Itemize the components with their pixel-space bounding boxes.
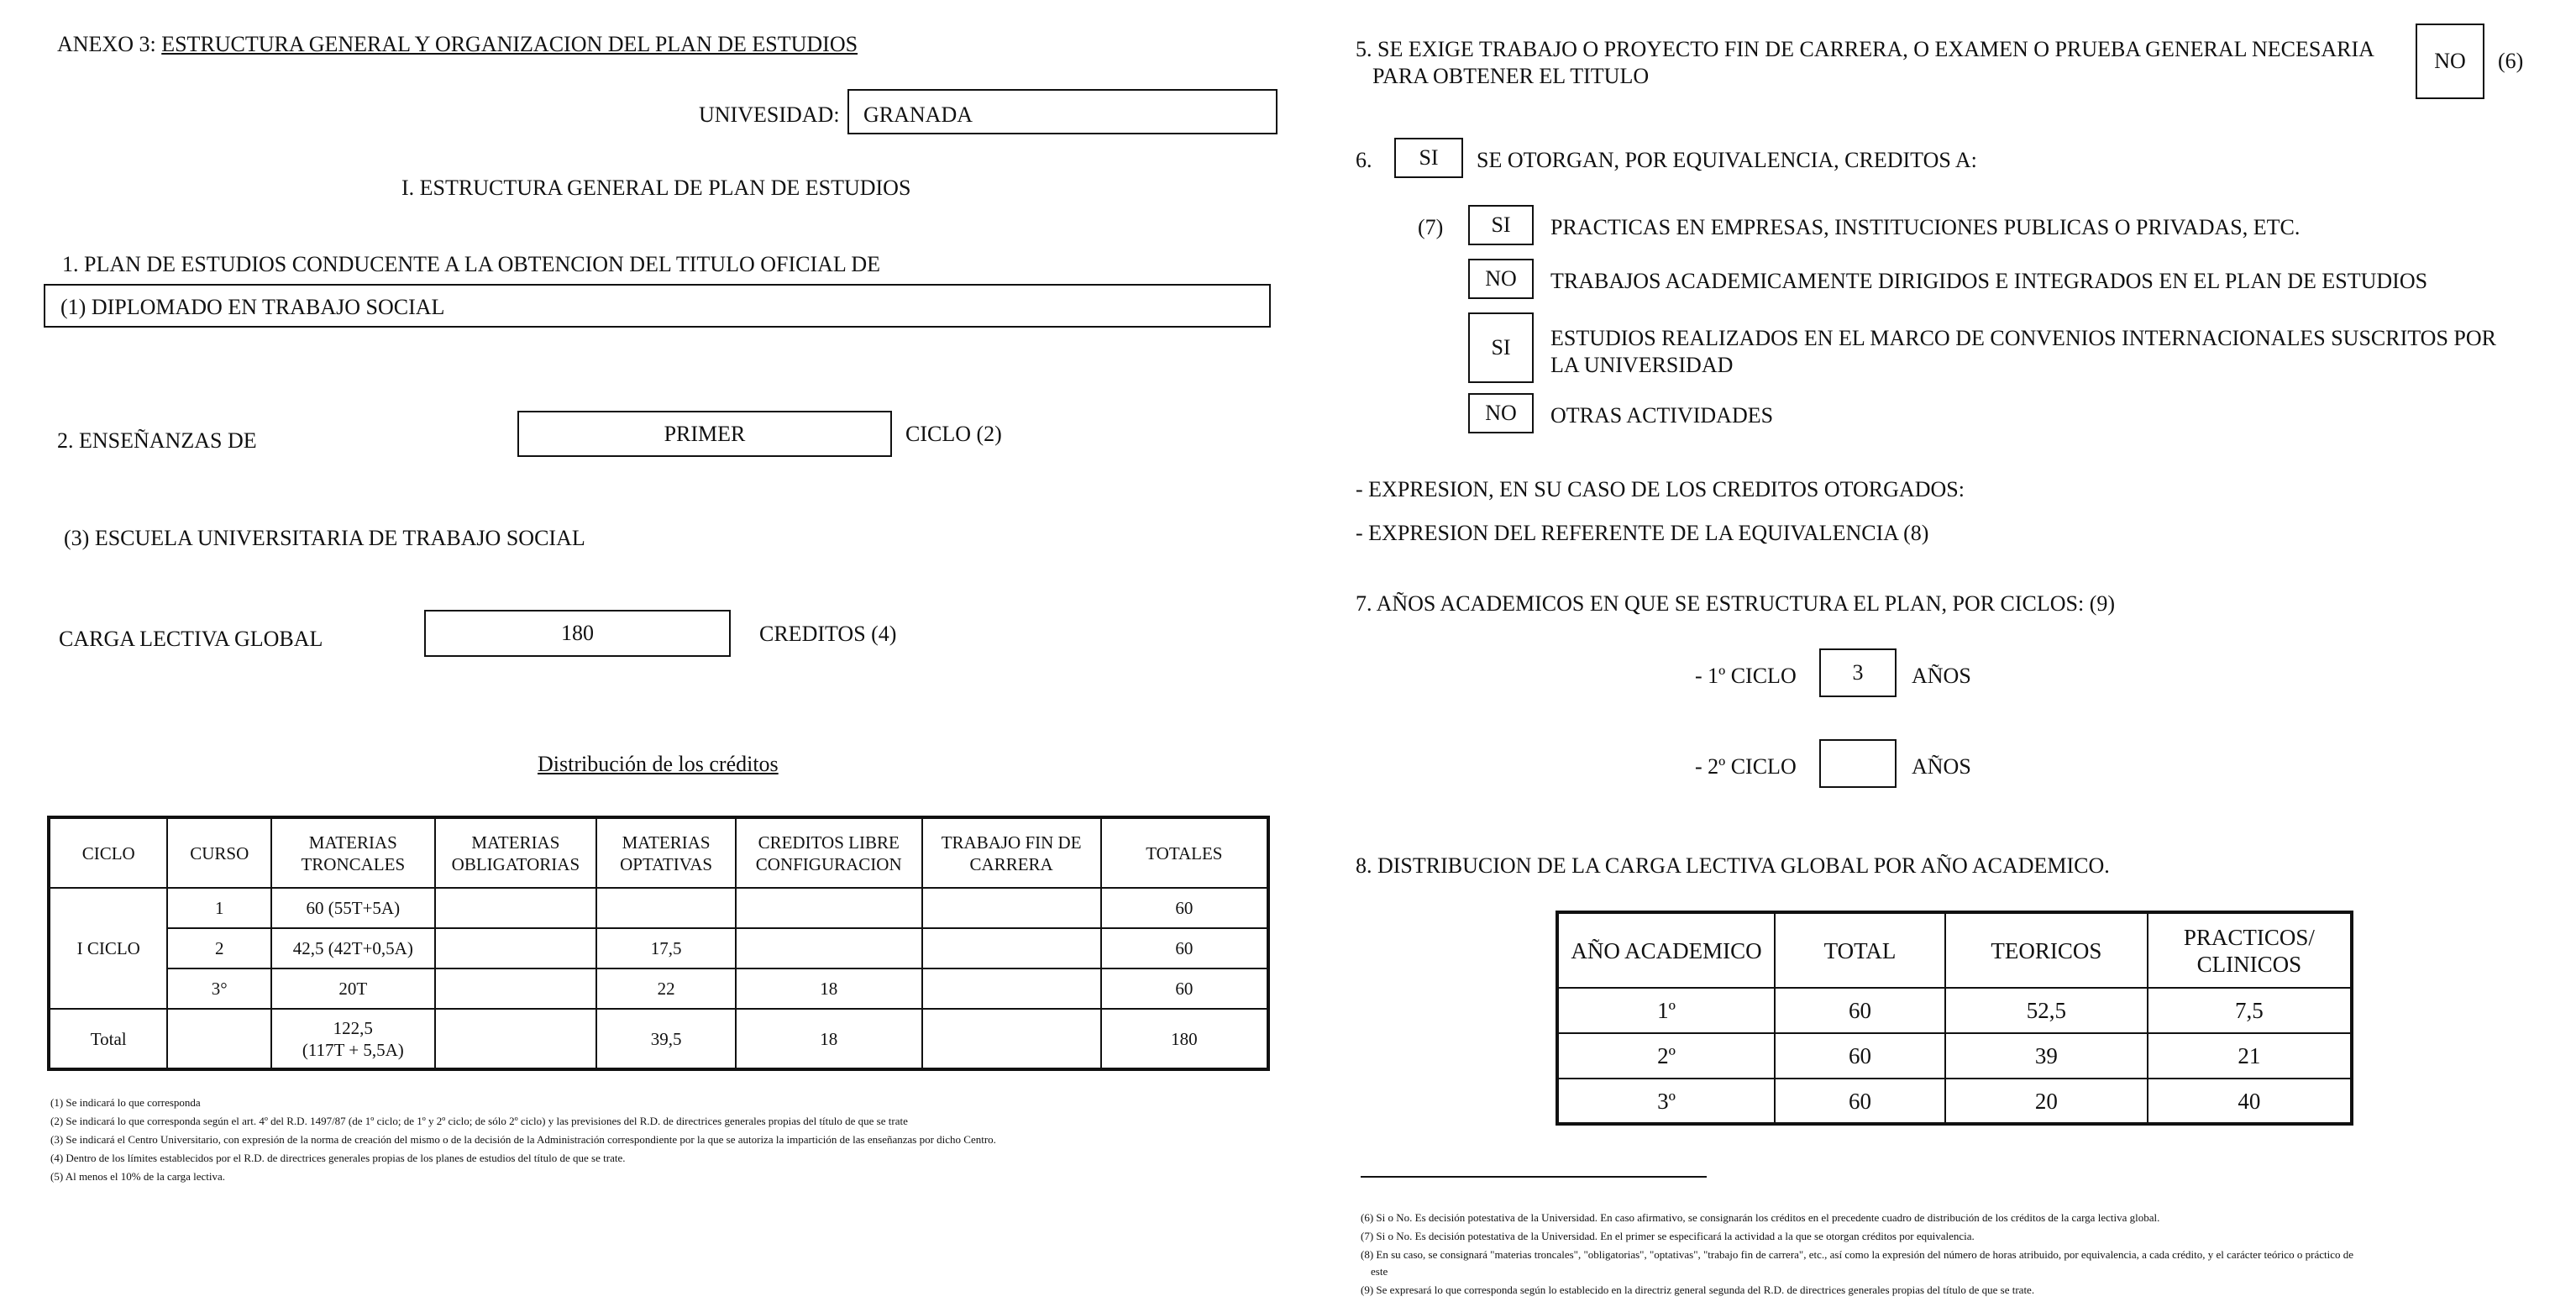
table-row <box>49 968 1268 1009</box>
ciclo1-unit: AÑOS <box>1912 664 1971 688</box>
table-total-row <box>49 1009 1268 1069</box>
footnote: (8) En su caso, se consignará "materias troncales", "obligatorias", "optativas", "trabajo fin de carrera", etc., así como la expresión del número de horas atribuido, por equivalencia, a cada crédito, y el carácter teórico o práctico de <box>1361 1248 2354 1261</box>
table-cell: 21 <box>2148 1033 2352 1079</box>
section-title: I. ESTRUCTURA GENERAL DE PLAN DE ESTUDIOS <box>401 176 911 200</box>
distribution-title: Distribución de los créditos <box>538 752 779 776</box>
footnote: (6) Si o No. Es decisión potestativa de la Universidad. En caso afirmativo, se consignarán los créditos en el precedente cuadro de distribución de los créditos de la carga lectiva global. <box>1361 1211 2160 1224</box>
expression-reference: - EXPRESION DEL REFERENTE DE LA EQUIVALENCIA (8) <box>1356 521 1929 545</box>
table-cell <box>435 1009 597 1069</box>
table-cell <box>435 928 597 968</box>
annex-prefix: ANEXO 3: <box>57 32 156 56</box>
table-row <box>49 928 1268 968</box>
table-cell <box>736 888 922 928</box>
table-cell: 52,5 <box>1945 988 2148 1033</box>
table-cell <box>736 928 922 968</box>
option-text: OTRAS ACTIVIDADES <box>1550 403 1774 428</box>
option-value: NO <box>1485 401 1517 425</box>
carga-label: CARGA LECTIVA GLOBAL <box>59 627 323 651</box>
table-cell <box>596 888 736 928</box>
option-text: ESTUDIOS REALIZADOS EN EL MARCO DE CONVENIOS INTERNACIONALES SUSCRITOS POR <box>1550 326 2496 350</box>
table-cell: 3º <box>1557 1079 1775 1124</box>
table-cell <box>271 1009 434 1069</box>
table-cell: 60 <box>1101 888 1268 928</box>
item6-number: 6. <box>1356 148 1372 172</box>
table-row <box>49 888 1268 928</box>
table-cell: 60 <box>1101 928 1268 968</box>
item2-label: 2. ENSEÑANZAS DE <box>57 428 257 453</box>
footnote: (4) Dentro de los límites establecidos por el R.D. de directrices generales propias de los planes de estudios del título de que se trate. <box>50 1152 626 1164</box>
annex-title: ESTRUCTURA GENERAL Y ORGANIZACION DEL PLAN DE ESTUDIOS <box>161 32 858 56</box>
table-cell <box>167 1009 271 1069</box>
table-cell: 39 <box>1945 1033 2148 1079</box>
header-cell: MATERIAS TRONCALES <box>271 817 434 888</box>
item1-label: 1. PLAN DE ESTUDIOS CONDUCENTE A LA OBTENCION DEL TITULO OFICIAL DE <box>62 252 880 276</box>
table-header-row <box>49 817 1268 888</box>
total-troncales-breakdown: (117T + 5,5A) <box>302 1039 404 1060</box>
item5-note: (6) <box>2498 49 2524 73</box>
credits-table <box>47 816 1270 1071</box>
ciclo2-label: - 2º CICLO <box>1695 754 1797 779</box>
option-value: NO <box>1485 266 1517 291</box>
table-cell: 60 (55T+5A) <box>271 888 434 928</box>
ciclo1-box <box>1819 648 1897 697</box>
cycle-suffix: CICLO (2) <box>905 422 1002 446</box>
table-cell <box>922 1009 1101 1069</box>
ciclo1-label: - 1º CICLO <box>1695 664 1797 688</box>
table2-header-row <box>1557 912 2352 988</box>
table-cell: 3° <box>167 968 271 1009</box>
footnote: (7) Si o No. Es decisión potestativa de la Universidad. En el primer se especificará la actividad a la que se otorgan créditos por equivalencia. <box>1361 1230 1975 1242</box>
option-value: SI <box>1491 335 1511 360</box>
option-text-line2: LA UNIVERSIDAD <box>1550 353 1734 377</box>
table2-row <box>1557 988 2352 1033</box>
table-cell: 1 <box>167 888 271 928</box>
item5-line2: PARA OBTENER EL TITULO <box>1372 64 1650 88</box>
ciclo2-unit: AÑOS <box>1912 754 1971 779</box>
table-cell: 40 <box>2148 1079 2352 1124</box>
table-cell: 18 <box>736 1009 922 1069</box>
table-cell: 180 <box>1101 1009 1268 1069</box>
table-cell: 60 <box>1775 988 1945 1033</box>
header-cell: PRACTICOS/ CLINICOS <box>2148 912 2352 988</box>
option-box <box>1468 312 1534 383</box>
table-cell: 1º <box>1557 988 1775 1033</box>
option-value: SI <box>1491 213 1511 237</box>
header-cell: CICLO <box>49 817 167 888</box>
item6-text: SE OTORGAN, POR EQUIVALENCIA, CREDITOS A: <box>1477 148 1977 172</box>
footnote-continuation: este <box>1371 1265 1388 1278</box>
header-cell: CURSO <box>167 817 271 888</box>
degree-value: (1) DIPLOMADO EN TRABAJO SOCIAL <box>60 295 445 319</box>
footnote-divider <box>1361 1176 1707 1178</box>
table-cell: 60 <box>1775 1079 1945 1124</box>
school-label: (3) ESCUELA UNIVERSITARIA DE TRABAJO SOCIAL <box>64 526 585 550</box>
item7-note: (7) <box>1418 215 1444 239</box>
table-cell: 60 <box>1775 1033 1945 1079</box>
table-cell: 17,5 <box>596 928 736 968</box>
option-text: PRACTICAS EN EMPRESAS, INSTITUCIONES PUBLICAS O PRIVADAS, ETC. <box>1550 215 2301 239</box>
table-cell: 7,5 <box>2148 988 2352 1033</box>
table-cell: 42,5 (42T+0,5A) <box>271 928 434 968</box>
option-box <box>1468 393 1534 433</box>
cycle-field <box>517 411 892 457</box>
thesis-required-box <box>2416 24 2484 99</box>
header-cell: AÑO ACADEMICO <box>1557 912 1775 988</box>
header-cell: MATERIAS OBLIGATORIAS <box>435 817 597 888</box>
carga-value: 180 <box>561 621 594 645</box>
table-cell <box>922 888 1101 928</box>
table-cell <box>435 888 597 928</box>
header-cell: CREDITOS LIBRE CONFIGURACION <box>736 817 922 888</box>
university-label: UNIVESIDAD: <box>699 102 840 127</box>
footnote: (9) Se expresará lo que corresponda según lo establecido en la directriz general segunda del R.D. de directrices generales propias del título de que se trate. <box>1361 1283 2035 1296</box>
footnote: (1) Se indicará lo que corresponda <box>50 1096 201 1109</box>
ciclo1-value: 3 <box>1852 660 1864 685</box>
footnote: (2) Se indicará lo que corresponda según el art. 4º del R.D. 1497/87 (de 1º ciclo; de 1º y 2º ciclo; de sólo 2º ciclo) y las previsiones del R.D. de directrices generales propias del título de que se trate <box>50 1115 908 1127</box>
footnote: (3) Se indicará el Centro Universitario, con expresión de la norma de creación del mismo o de la decisión de la Administración correspondiente por la que se autoriza la impartición de las enseñanzas por dicho Centro. <box>50 1133 996 1146</box>
annex-heading <box>57 32 858 57</box>
item5-line1: 5. SE EXIGE TRABAJO O PROYECTO FIN DE CARRERA, O EXAMEN O PRUEBA GENERAL NECESARIA <box>1356 37 2374 61</box>
equivalence-value: SI <box>1419 145 1439 170</box>
ciclo2-box <box>1819 739 1897 788</box>
table-cell: 39,5 <box>596 1009 736 1069</box>
header-cell: TEORICOS <box>1945 912 2148 988</box>
table-cell: 20T <box>271 968 434 1009</box>
header-cell: TRABAJO FIN DE CARRERA <box>922 817 1101 888</box>
expression-credits: - EXPRESION, EN SU CASO DE LOS CREDITOS OTORGADOS: <box>1356 477 1965 501</box>
cycle-value: PRIMER <box>664 421 746 446</box>
table2-row <box>1557 1033 2352 1079</box>
header-cell: MATERIAS OPTATIVAS <box>596 817 736 888</box>
table-cell: 20 <box>1945 1079 2148 1124</box>
table-cell <box>922 928 1101 968</box>
table-cell: 2 <box>167 928 271 968</box>
university-value: GRANADA <box>863 102 973 127</box>
carga-field <box>424 610 731 657</box>
item7-label: 7. AÑOS ACADEMICOS EN QUE SE ESTRUCTURA EL PLAN, POR CICLOS: (9) <box>1356 591 2116 616</box>
table-cell: 2º <box>1557 1033 1775 1079</box>
option-box <box>1468 259 1534 299</box>
ciclo-cell: I CICLO <box>49 888 167 1009</box>
equivalence-box <box>1394 138 1463 178</box>
table-cell: 60 <box>1101 968 1268 1009</box>
total-troncales-value: 122,5 <box>333 1017 373 1038</box>
header-cell: TOTALES <box>1101 817 1268 888</box>
table-cell: 18 <box>736 968 922 1009</box>
option-box <box>1468 205 1534 245</box>
item8-label: 8. DISTRIBUCION DE LA CARGA LECTIVA GLOBAL POR AÑO ACADEMICO. <box>1356 853 2110 878</box>
header-cell: TOTAL <box>1775 912 1945 988</box>
total-label: Total <box>49 1009 167 1069</box>
table2-row <box>1557 1079 2352 1124</box>
table-cell <box>922 968 1101 1009</box>
thesis-required-value: NO <box>2434 49 2466 73</box>
option-text: TRABAJOS ACADEMICAMENTE DIRIGIDOS E INTEGRADOS EN EL PLAN DE ESTUDIOS <box>1550 269 2428 293</box>
carga-suffix: CREDITOS (4) <box>759 622 897 646</box>
table-cell <box>435 968 597 1009</box>
academic-year-table <box>1556 911 2353 1126</box>
footnote: (5) Al menos el 10% de la carga lectiva. <box>50 1170 226 1183</box>
table-cell: 22 <box>596 968 736 1009</box>
